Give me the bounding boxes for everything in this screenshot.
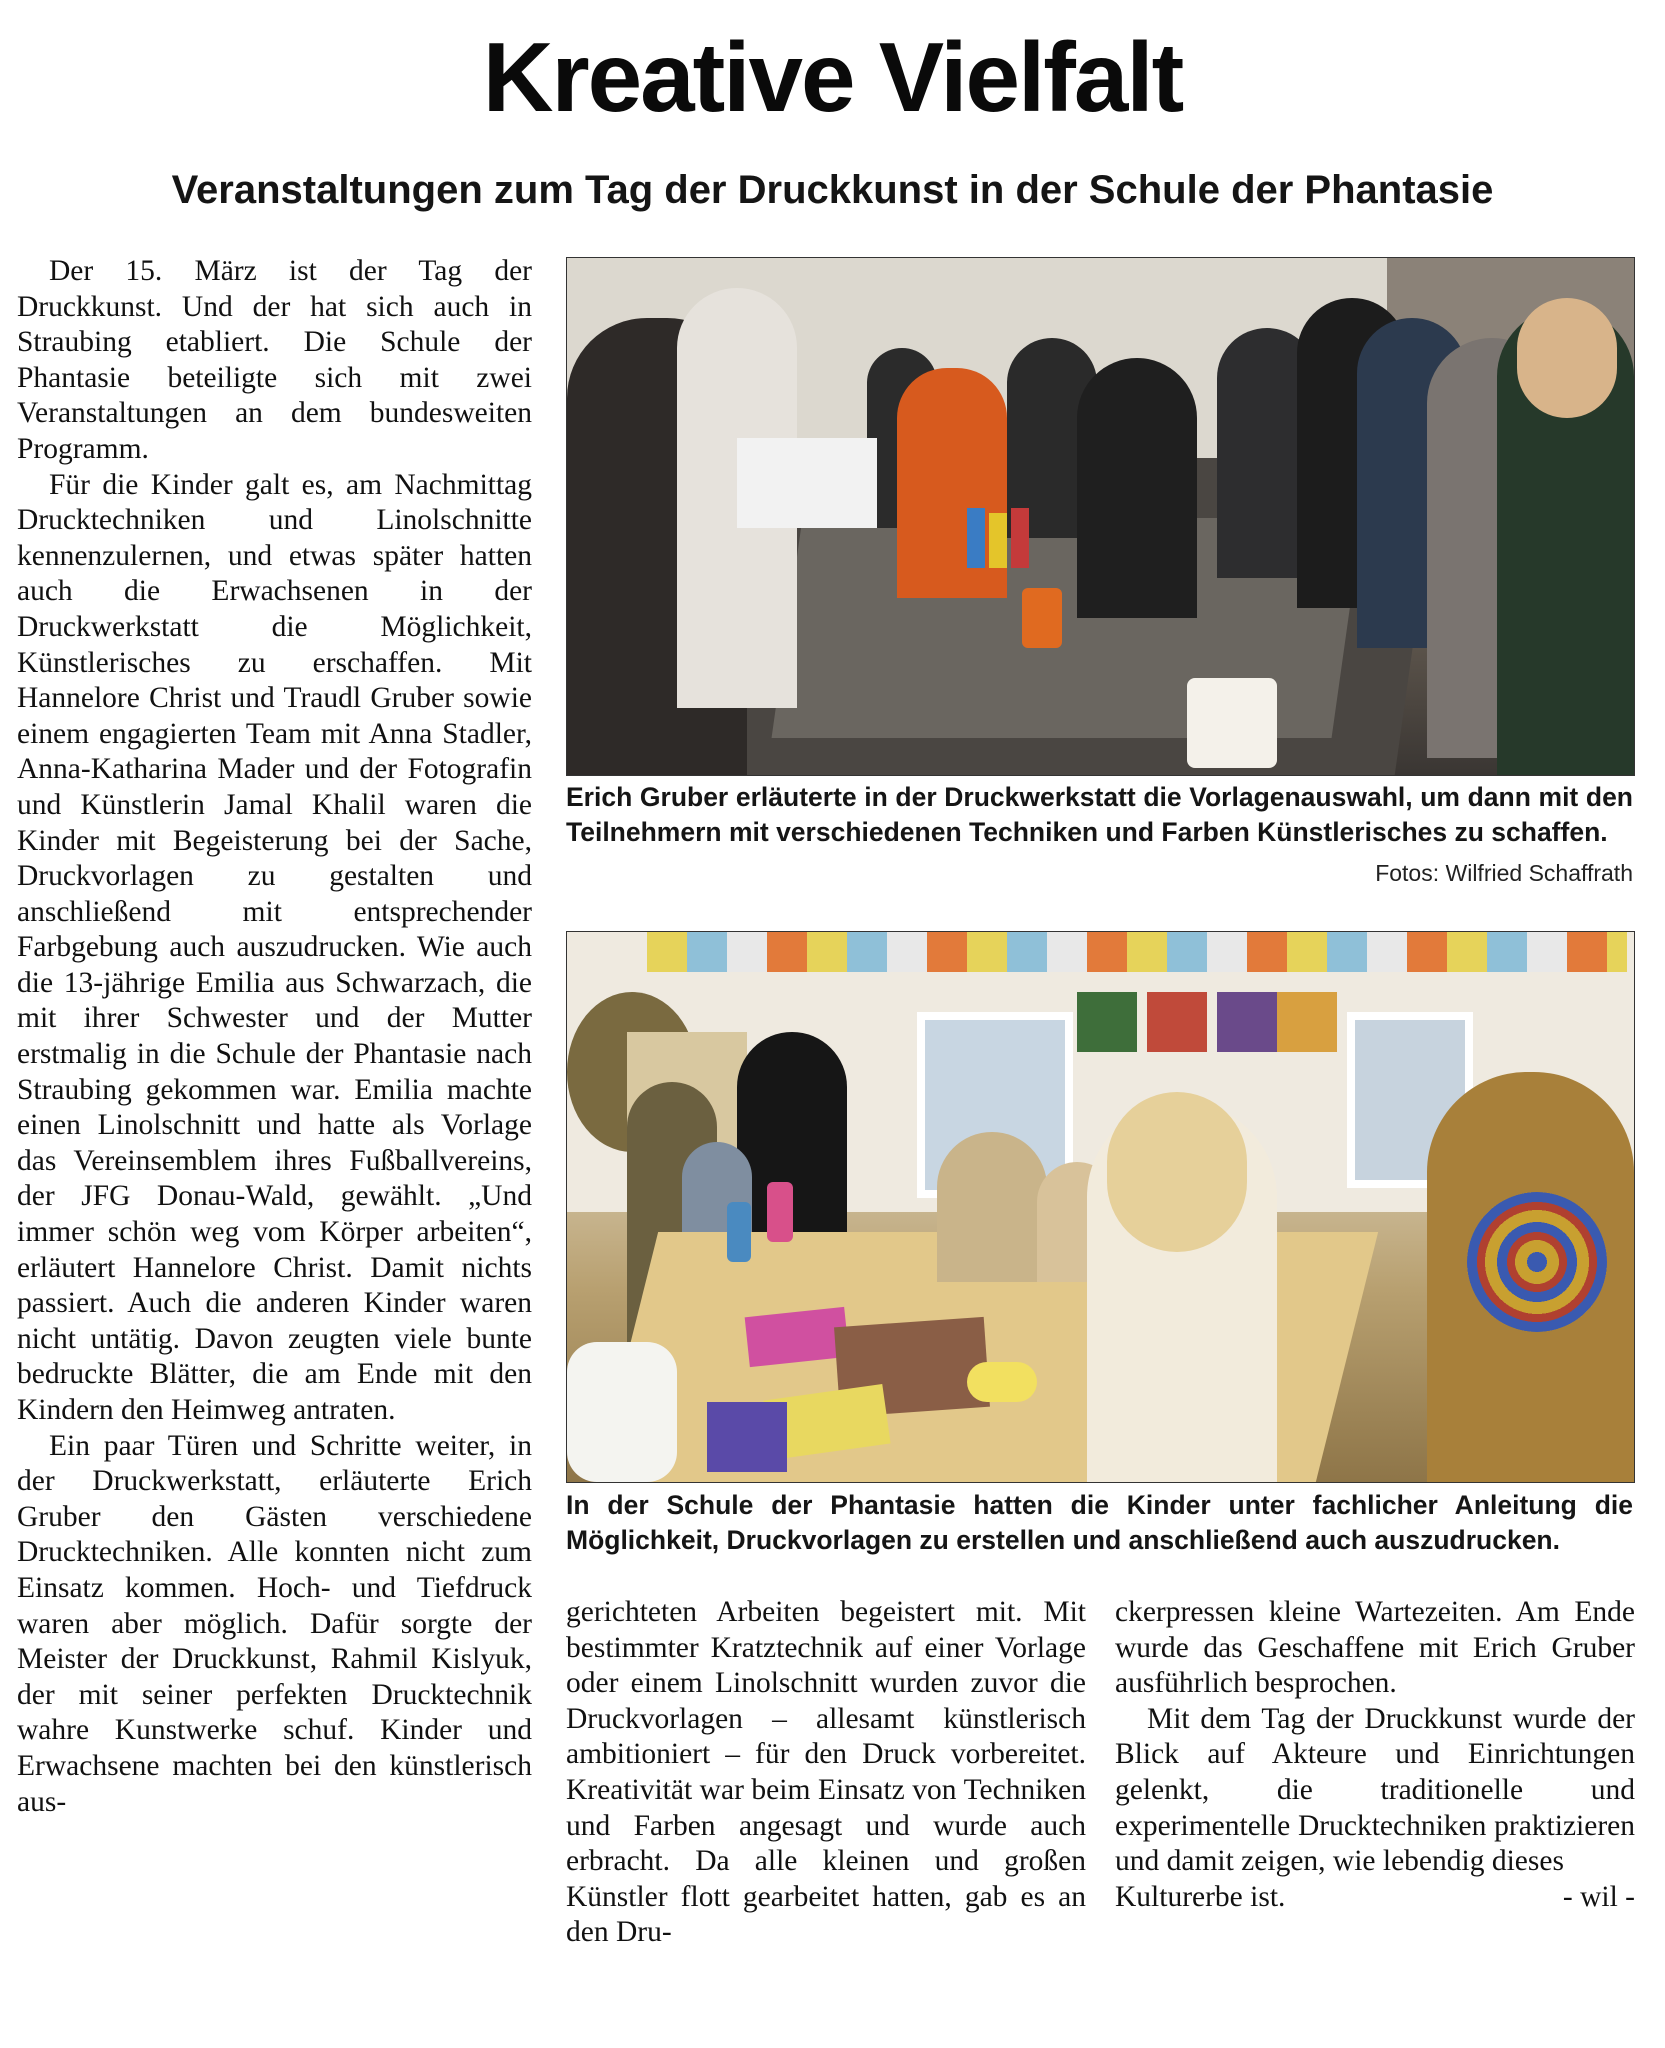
author-signature: - wil - [1562,1880,1635,1913]
paragraph: gerichteten Arbeiten begeistert mit. Mit bestimmter Kratztechnik auf einer Vorlage oder einem Linolschnitt wurden zuvor die Druckvorlagen – allesamt künstlerisch ambitioniert – für den Druck vorbereitet. Kreativität war beim Einsatz von Techniken und Farben angesagt und wurde auch erbracht. Da alle kleinen und großen Künstler flott gearbeitet hatten, gab es an den Dru- [566,1596,1086,1949]
workshop-photo-adults [566,257,1635,776]
photo-caption-2: In der Schule der Phantasie hatten die Kinder unter fachlicher Anleitung die Möglichkeit, Druckvorlagen zu erstellen und anschließend auch auszudrucken. [566,1490,1633,1555]
subheadline: Veranstaltungen zum Tag der Druckkunst in der Schule der Phantasie [171,168,1494,212]
paragraph: Ein paar Türen und Schritte weiter, in der Druckwerkstatt, erläuterte Erich Gruber den Gästen verschiedene Drucktechniken. Alle konnten nicht zum Einsatz kommen. Hoch- und Tiefdruck waren aber möglich. Dafür sorgte der Meister der Druckkunst, Rahmil Kislyuk, der mit seiner perfekten Drucktechnik wahre Kunstwerke schuf. Kinder und Erwachsene machten bei den künstlerisch aus- [17,1429,532,1818]
paragraph: Für die Kinder galt es, am Nachmittag Drucktechniken und Linolschnitte kennenzulernen, und etwas später hatten auch die Erwachsenen in der Druckwerkstatt die Möglichkeit, Künstlerisches zu erschaffen. Mit Hannelore Christ und Traudl Gruber sowie einem engagierten Team mit Anna Stadler, Anna-Katharina Mader und der Fotografin und Künstlerin Jamal Khalil waren die Kinder mit Begeisterung bei der Sache, Druckvorlagen zu gestalten und anschließend mit entsprechender Farbgebung auch auszudrucken. Wie auch die 13-jährige Emilia aus Schwarzach, die mit ihrer Schwester und der Mutter erstmalig in die Schule der Phantasie nach Straubing gekommen war. Emilia machte einen Linolschnitt und hatte als Vorlage das Vereinsemblem ihres Fußballvereins, der JFG Donau-Wald, gewählt. „Und immer schön weg vom Körper arbeiten“, erläutert Hannelore Christ. Damit nichts passiert. Auch die anderen Kinder waren nicht untätig. Davon zeugten viele bunte bedruckte Blätter, die am Ende mit den Kindern den Heimweg antraten. [17,468,532,1426]
headline: Kreative Vielfalt [482,22,1183,132]
photo-credit: Fotos: Wilfried Schaffrath [1375,860,1633,886]
photo-caption-1: Erich Gruber erläuterte in der Druckwerkstatt die Vorlagenauswahl, um dann mit den Teilnehmern mit verschiedenen Techniken und Farben Künstlerisches zu schaffen. [566,782,1633,847]
closing-line [1115,1880,1635,1916]
paragraph: Mit dem Tag der Druckkunst wurde der Blick auf Akteure und Einrichtungen gelenkt, die traditionelle und experimentelle Drucktechniken praktizieren und damit zeigen, wie lebendig dieses [1115,1702,1635,1878]
workshop-photo-children [566,931,1635,1483]
article-column-1 [17,254,532,1820]
paragraph: ckerpressen kleine Wartezeiten. Am Ende wurde das Geschaffene mit Erich Gruber ausführlich besprochen. [1115,1596,1635,1700]
paragraph: Der 15. März ist der Tag der Druckkunst. Und der hat sich auch in Straubing etabliert. Die Schule der Phantasie beteiligte sich mit zwei Veranstaltungen an dem bundesweiten Programm. [17,255,532,465]
closing-text: Kulturerbe ist. [1115,1880,1286,1913]
article-column-3 [1115,1595,1635,1915]
article-column-2 [566,1595,1086,1951]
